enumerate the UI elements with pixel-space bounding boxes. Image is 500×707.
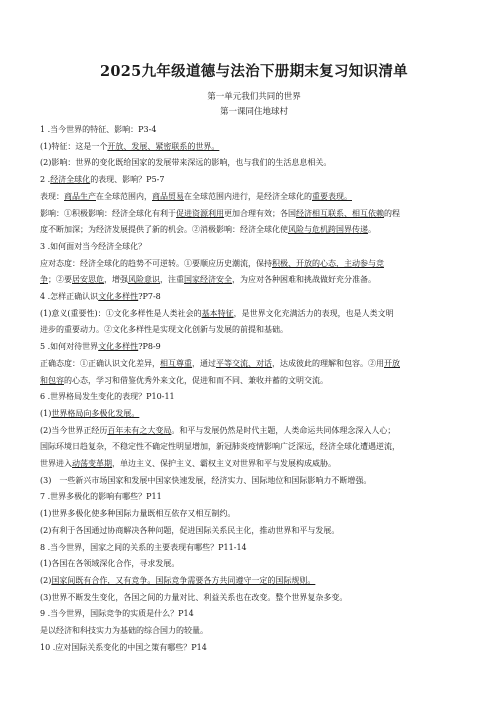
text-segment: ，注重 [160, 275, 184, 285]
text-line [40, 356, 468, 373]
text-line [40, 439, 468, 456]
text-segment: (1)特征：这是一个 [40, 141, 108, 151]
underlined-keyword: 重要表现。 [312, 191, 352, 201]
text-segment: 是以经济和科技实力为基础的综合国力的较量。 [40, 626, 208, 636]
text-line [40, 172, 468, 189]
underlined-keyword: 商品生产 [64, 191, 96, 201]
text-segment: 更加合理有效；各国 [224, 208, 296, 218]
text-segment: (2) [40, 575, 52, 585]
text-line [40, 590, 468, 607]
text-segment: (3)世界不断发生变化，各国之间的力量对比、利益关系也在改变。整个世界复杂多变。 [40, 592, 348, 602]
text-segment: 度不断加深；为经济发展提供了新的机会。②消极影响：经济全球化使 [40, 225, 288, 235]
text-segment: (1)各国在各领域深化合作，寻求发展。 [40, 559, 180, 569]
document-title: 2025九年级道德与法治下册期末复习知识清单 [100, 63, 408, 80]
underlined-keyword: 动荡变革期 [72, 459, 112, 469]
text-segment: 6 .世界格局发生变化的表现？P10-11 [40, 392, 175, 402]
text-segment: 世界进入 [40, 459, 72, 469]
text-line [40, 155, 468, 172]
text-line [40, 556, 468, 573]
text-segment: 8 .当今世界，国家之间的关系的主要表现有哪些？P11-14 [40, 542, 247, 552]
lesson-heading: 第一课同住地球村 [219, 107, 288, 117]
text-line [40, 489, 468, 506]
text-segment: 国际环境日趋复杂，不稳定性不确定性明显增加，新冠肺炎疫情影响广泛深远，经济全球化遭遇逆流， [40, 442, 400, 452]
text-segment: ，是世界文化充满活力的表现，也是人类文明 [233, 308, 394, 318]
underlined-keyword: 风险与危机跨国界传递 [288, 225, 368, 235]
underlined-keyword: 经济全球化 [50, 175, 91, 185]
text-segment: (1)意义(重要性)：①文化多样性是人类社会的 [40, 308, 202, 318]
underlined-keyword: 文化多样性 [98, 342, 139, 352]
text-segment: ?P7-8 [138, 292, 161, 302]
text-line [40, 239, 468, 256]
text-segment: ，为应对各种困难和挑战做好充分准备。 [232, 275, 376, 285]
text-segment: (2)当今世界正经历 [40, 425, 108, 435]
text-segment: 1 .当今世界的特征、影响：P3-4 [40, 125, 157, 134]
text-line [40, 289, 468, 306]
text-line [40, 206, 468, 223]
text-segment: 5 .如何对待世界 [40, 342, 99, 352]
text-line [40, 473, 468, 490]
text-segment: 9 .当今世界，国际竞争的实质是什么？P14 [40, 609, 194, 619]
text-segment: 的心态，学习和借鉴优秀外来文化，促进和而不同、兼收并蓄的文明交流。 [64, 375, 328, 385]
text-line [40, 456, 468, 473]
text-segment: (1)世界多极化使多种国际力量既相互依存又相互制约。 [40, 509, 236, 519]
text-segment: 2 . [40, 175, 51, 185]
text-line [40, 222, 468, 239]
text-segment: 10 .应对国际关系变化的中国之策有哪些？P14 [40, 642, 207, 652]
text-segment: (2)有利于各国通过协商解决各种问题，促进国际关系民主化，推动世界和平与发展。 [40, 525, 340, 535]
text-segment: 的程 [384, 208, 400, 218]
text-segment: 的表现、影响？P5-7 [90, 175, 165, 185]
text-segment: ?P8-9 [138, 342, 161, 352]
text-segment: (2)影响：世界的变化既给国家的发展带来深远的影响，也与我们的生活息息相关。 [40, 158, 332, 168]
text-line [40, 322, 468, 339]
text-segment: 在全球范围内， [96, 191, 152, 201]
content-body [40, 122, 468, 657]
text-line [40, 306, 468, 323]
text-segment: 4 .怎样正确认识 [40, 292, 99, 302]
underlined-keyword: 促进资源利用 [176, 208, 224, 218]
text-segment: 3 .如何面对当今经济全球化？ [40, 241, 147, 251]
underlined-keyword: 经济相互联系、相互依赖 [296, 208, 384, 218]
text-line [40, 573, 468, 590]
underlined-keyword: 争 [40, 275, 48, 285]
text-segment: ，增强 [104, 275, 128, 285]
text-line [40, 406, 468, 423]
text-line [40, 373, 468, 390]
text-line [40, 122, 468, 139]
text-line [40, 189, 468, 206]
underlined-keyword: 百年未有之大变局 [107, 425, 172, 435]
text-segment: (1) [40, 408, 52, 418]
text-segment: 影响：①积极影响：经济全球化有利于 [40, 208, 176, 218]
underlined-keyword: 开放 [384, 358, 400, 368]
underlined-keyword: 商品贸易 [152, 191, 184, 201]
text-segment: 表现： [40, 191, 64, 201]
text-segment: 7 .世界多极化的影响有哪些？P11 [40, 492, 162, 502]
text-segment: ，单边主义、保护主义、霸权主义对世界和平与发展构成威胁。 [112, 459, 336, 469]
text-line [40, 640, 468, 657]
text-line [40, 606, 468, 623]
text-segment: ；②要 [48, 275, 72, 285]
underlined-keyword: 积极、开放的心态，主动参与竞 [272, 258, 384, 268]
text-line [40, 540, 468, 557]
underlined-keyword: 风险意识 [128, 275, 160, 285]
text-segment: 正确态度：①正确认识文化差异， [40, 358, 160, 368]
underlined-keyword: 和包容 [40, 375, 64, 385]
text-line [40, 423, 468, 440]
text-segment: (3) 一些新兴市场国家和发展中国家快速发展，经济实力、国际地位和国际影响力不断增强。 [40, 475, 372, 485]
underlined-keyword: 基本特征 [201, 308, 234, 318]
underlined-keyword: 居安思危 [72, 275, 104, 285]
text-line [40, 623, 468, 640]
text-segment: 应对态度：经济全球化的趋势不可逆转。①要顺应历史潮流，保持 [40, 258, 272, 268]
text-line [40, 139, 468, 156]
text-line [40, 506, 468, 523]
underlined-keyword: 国家经济安全 [184, 275, 232, 285]
text-line [40, 272, 468, 289]
text-line [40, 339, 468, 356]
underlined-keyword: 国家间既有合作，又有竞争。国际竞争需要各方共同遵守一定的国际规则。 [51, 575, 316, 585]
underlined-keyword: 世界格局向多极化发展。 [51, 408, 140, 418]
text-segment: ，达成彼此的理解和包容。②用 [272, 358, 384, 368]
text-line [40, 256, 468, 273]
text-segment: 在全球范围内进行，是经济全球化的 [184, 191, 312, 201]
text-line [40, 389, 468, 406]
underlined-keyword: 文化多样性 [98, 292, 139, 302]
underlined-keyword: 开放、发展、紧密联系的世界。 [107, 141, 220, 151]
underlined-keyword: 相互尊重 [160, 358, 192, 368]
text-segment: 。 [368, 225, 376, 235]
text-segment: ，通过 [192, 358, 216, 368]
text-line [40, 523, 468, 540]
unit-heading: 第一单元我们共同的世界 [207, 92, 301, 102]
text-segment: 。和平与发展仍然是时代主题，人类命运共同体理念深入人心； [171, 425, 396, 435]
underlined-keyword: 平等交流、对话 [216, 358, 272, 368]
text-segment: 进步的重要动力。②文化多样性是实现文化创新与发展的前提和基础。 [40, 325, 288, 335]
